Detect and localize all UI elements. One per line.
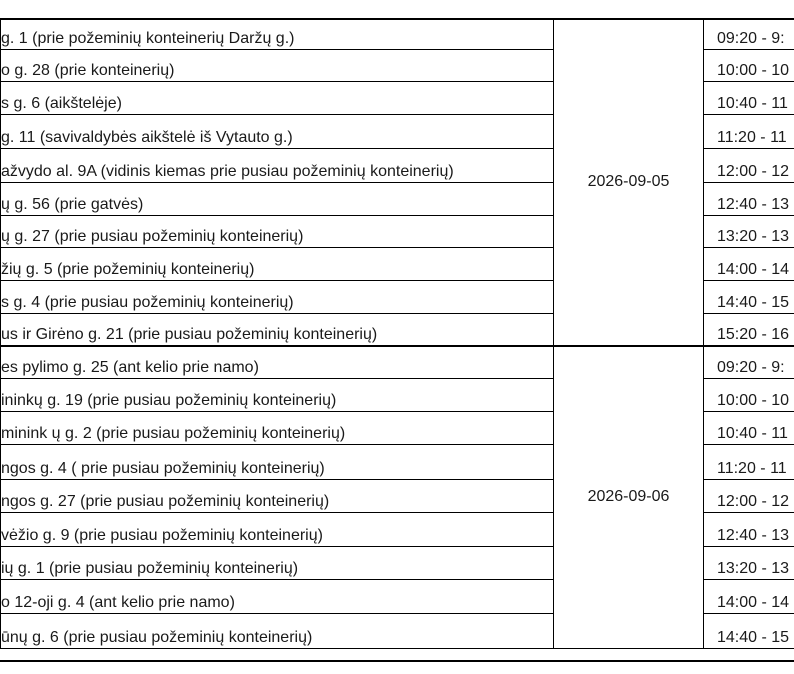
time-cell: 13:20 - 13 (704, 216, 794, 248)
schedule-table (0, 19, 794, 649)
address-cell: o g. 28 (prie konteinerių) (1, 50, 554, 82)
time-cell: 14:00 - 14 (704, 580, 794, 614)
address-cell: es pylimo g. 25 (ant kelio prie namo) (1, 346, 554, 379)
address-cell: žių g. 5 (prie požeminių konteinerių) (1, 248, 554, 281)
address-cell: vėžio g. 9 (prie pusiau požeminių konteinerių) (1, 513, 554, 547)
time-cell: 11:20 - 11 (704, 445, 794, 480)
address-cell: ininkų g. 19 (prie pusiau požeminių konteinerių) (1, 379, 554, 412)
time-cell: 10:00 - 10 (704, 379, 794, 412)
time-cell: 14:40 - 15 (704, 281, 794, 314)
address-cell: minink ų g. 2 (prie pusiau požeminių konteinerių) (1, 412, 554, 445)
time-cell: 12:00 - 12 (704, 480, 794, 513)
address-cell: ngos g. 27 (prie pusiau požeminių konteinerių) (1, 480, 554, 513)
address-cell: o 12-oji g. 4 (ant kelio prie namo) (1, 580, 554, 614)
time-cell: 12:40 - 13 (704, 183, 794, 216)
address-cell: ažvydo al. 9A (vidinis kiemas prie pusiau požeminių konteinerių) (1, 149, 554, 183)
address-cell: s g. 6 (aikštelėje) (1, 82, 554, 115)
time-cell: 09:20 - 9: (704, 20, 794, 50)
time-cell: 09:20 - 9: (704, 346, 794, 379)
address-cell: ūnų g. 6 (prie pusiau požeminių konteinerių) (1, 614, 554, 649)
time-cell: 11:20 - 11 (704, 115, 794, 149)
address-cell: ų g. 27 (prie pusiau požeminių konteinerių) (1, 216, 554, 248)
time-cell: 12:00 - 12 (704, 149, 794, 183)
time-cell: 14:00 - 14 (704, 248, 794, 281)
time-cell: 13:20 - 13 (704, 547, 794, 580)
address-cell: ngos g. 4 ( prie pusiau požeminių konteinerių) (1, 445, 554, 480)
table-row (1, 346, 794, 379)
time-cell: 15:20 - 16 (704, 314, 794, 347)
address-cell: ių g. 1 (prie pusiau požeminių konteinerių) (1, 547, 554, 580)
table-row (1, 20, 794, 50)
time-cell: 10:40 - 11 (704, 412, 794, 445)
address-cell: g. 11 (savivaldybės aikštelė iš Vytauto g.) (1, 115, 554, 149)
time-cell: 10:00 - 10 (704, 50, 794, 82)
address-cell: g. 1 (prie požeminių konteinerių Daržų g.) (1, 20, 554, 50)
schedule-table-viewport (0, 18, 794, 662)
address-cell: ų g. 56 (prie gatvės) (1, 183, 554, 216)
address-cell: s g. 4 (prie pusiau požeminių konteinerių) (1, 281, 554, 314)
time-cell: 12:40 - 13 (704, 513, 794, 547)
date-cell: 2026-09-06 (554, 346, 704, 649)
address-cell: us ir Girėno g. 21 (prie pusiau požeminių konteinerių) (1, 314, 554, 347)
schedule-table-body (1, 20, 794, 649)
time-cell: 10:40 - 11 (704, 82, 794, 115)
time-cell: 14:40 - 15 (704, 614, 794, 649)
date-cell: 2026-09-05 (554, 20, 704, 347)
